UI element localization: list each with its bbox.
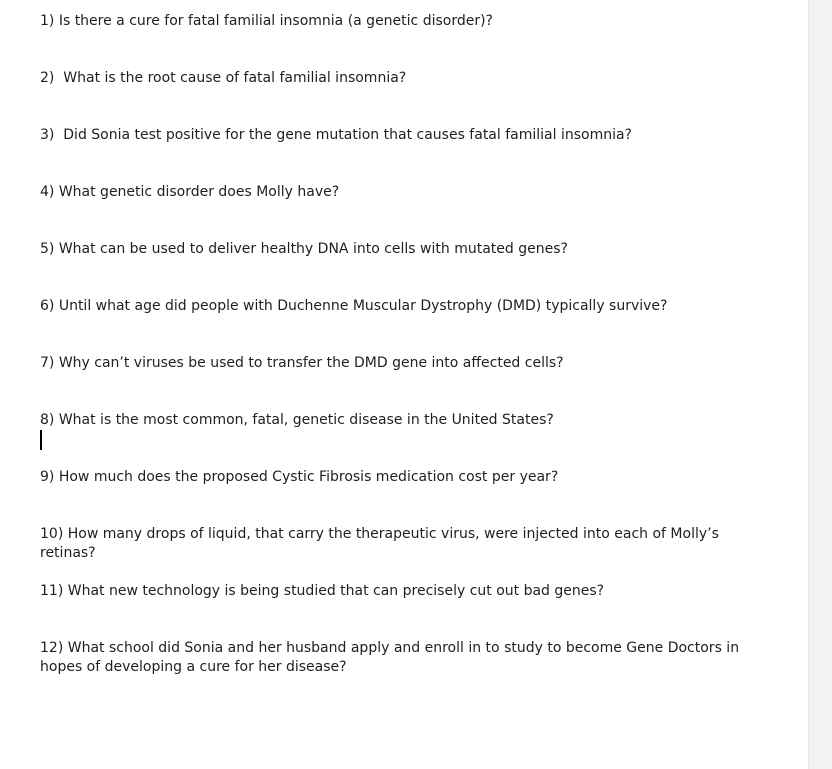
question-12: 12) What school did Sonia and her husband apply and enroll in to study to become Gene Doctors in hopes of developing a cure for her disease?	[40, 640, 744, 675]
text-cursor	[40, 430, 42, 450]
question-2: 2) What is the root cause of fatal familial insomnia?	[40, 70, 407, 86]
question-7: 7) Why can’t viruses be used to transfer the DMD gene into affected cells?	[40, 355, 564, 371]
question-6: 6) Until what age did people with Duchenne Muscular Dystrophy (DMD) typically survive?	[40, 298, 668, 314]
question-9: 9) How much does the proposed Cystic Fibrosis medication cost per year?	[40, 469, 559, 485]
question-4: 4) What genetic disorder does Molly have?	[40, 184, 340, 200]
page-side-gutter	[808, 0, 832, 769]
question-1: 1) Is there a cure for fatal familial insomnia (a genetic disorder)?	[40, 13, 493, 29]
question-11: 11) What new technology is being studied that can precisely cut out bad genes?	[40, 583, 605, 599]
question-8: 8) What is the most common, fatal, genetic disease in the United States?	[40, 412, 554, 428]
question-5: 5) What can be used to deliver healthy DNA into cells with mutated genes?	[40, 241, 568, 257]
question-3: 3) Did Sonia test positive for the gene mutation that causes fatal familial insomnia?	[40, 127, 632, 143]
question-10: 10) How many drops of liquid, that carry the therapeutic virus, were injected into each of Molly’s retinas?	[40, 526, 724, 561]
